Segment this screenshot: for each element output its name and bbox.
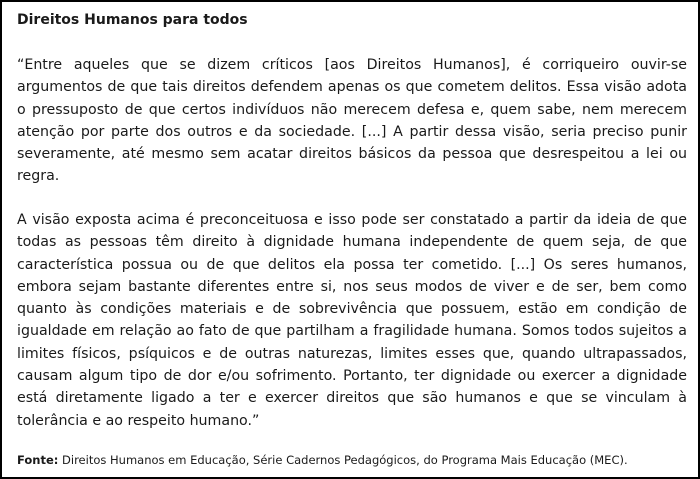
paragraph-line: regra. [17,168,60,185]
source-citation [17,452,628,468]
paragraph-line: causam algum tipo de dor e/ou sofrimento. Portanto, ter dignidade ou exercer a dignidade [17,368,687,385]
quote-paragraph-1 [17,54,687,188]
paragraph-line: o pressuposto de que certos indivíduos não merecem defesa e, quem sabe, nem merecem [17,101,687,118]
paragraph-line: argumentos de que tais direitos defendem apenas os que cometem delitos. Essa visão adota [17,79,687,96]
paragraph-line: embora sejam bastante diferentes entre si, nos seus modos de viver e de ser, bem como [17,278,687,295]
quote-paragraph-2 [17,209,687,432]
paragraph-line: tolerância e ao respeito humano.” [17,412,260,429]
paragraph-line: severamente, até mesmo sem acatar direitos básicos da pessoa que desrespeitou a lei ou [17,146,687,163]
paragraph-line: “Entre aqueles que se dizem críticos [aos Direitos Humanos], é corriqueiro ouvir-se [17,57,687,73]
paragraph-line: característica possua ou de que delitos ela possa ter cometido. [...] Os seres humanos, [17,256,687,273]
document-title: Direitos Humanos para todos [17,12,248,28]
paragraph-line: limites físicos, psíquicos e de outras naturezas, limites esses que, quando ultrapassados, [17,345,687,362]
source-label: Fonte: [17,453,59,467]
paragraph-line: está diretamente ligado a ter e exercer direitos que são humanos e que se vinculam à [17,390,687,407]
paragraph-line: todas as pessoas têm direito à dignidade humana independente de quem seja, de que [17,234,687,251]
source-text: Direitos Humanos em Educação, Série Cadernos Pedagógicos, do Programa Mais Educação (MEC). [58,453,628,467]
paragraph-line: A visão exposta acima é preconceituosa e isso pode ser constatado a partir da ideia de que [17,212,687,228]
paragraph-line: atenção por parte dos outros e da sociedade. [...] A partir dessa visão, seria preciso punir [17,123,687,140]
paragraph-line: igualdade em relação ao fato de que partilham a fragilidade humana. Somos todos sujeitos a [17,323,687,340]
paragraph-line: quanto às condições materiais e de sobrevivência que possuem, estão em condição de [17,301,687,318]
